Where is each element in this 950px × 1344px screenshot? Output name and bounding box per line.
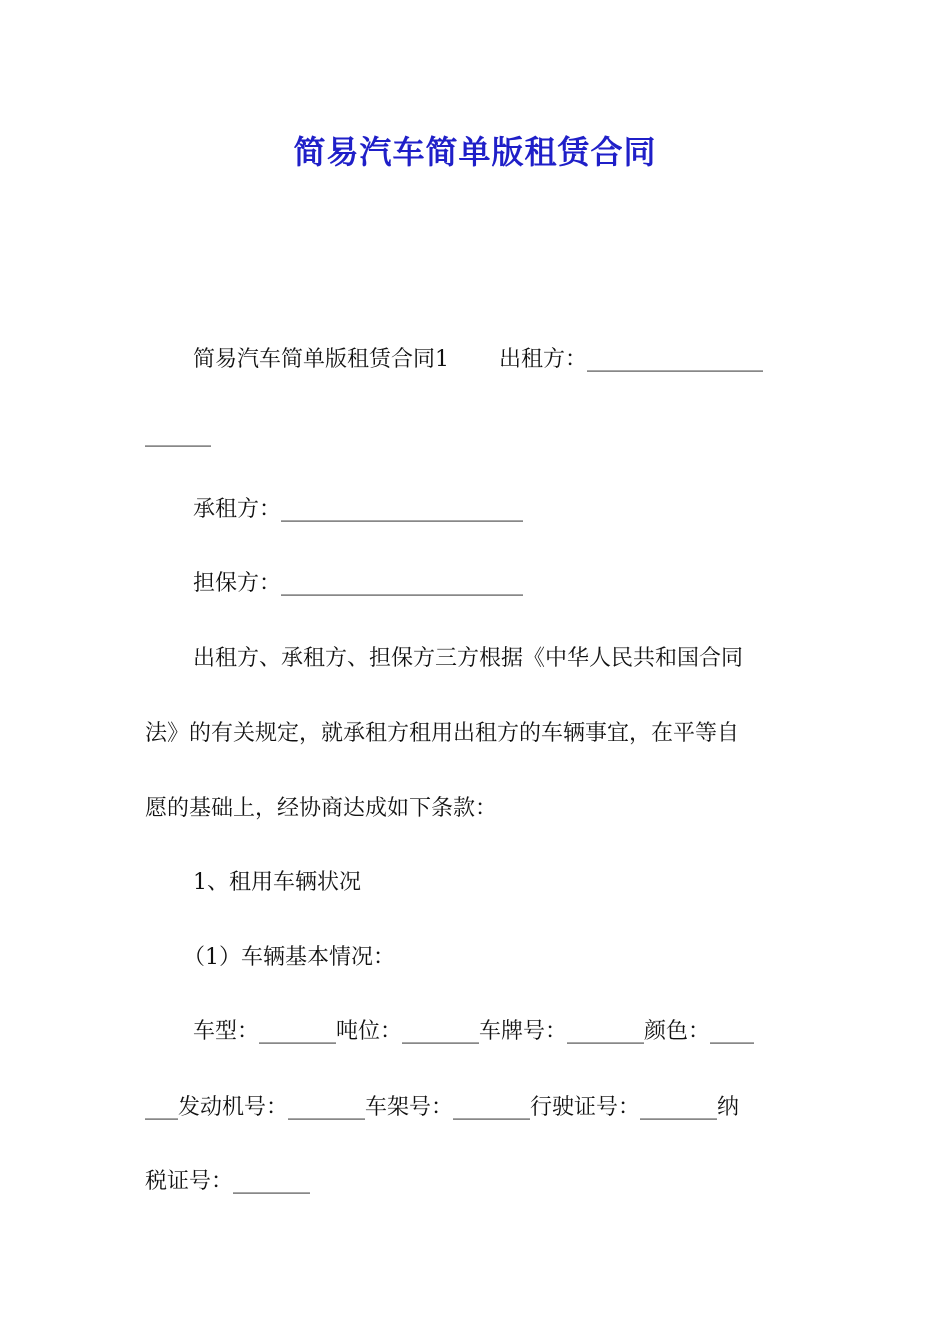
intro-line	[193, 345, 763, 375]
vehicle-fields-line: ___发动机号：_______车架号：_______行驶证号：_______纳	[145, 1095, 740, 1120]
subsection-heading: （1）车辆基本情况：	[183, 945, 395, 970]
lessor-blank-continuation: ______	[145, 422, 211, 447]
paragraph-line: 出租方、承租方、担保方三方根据《中华人民共和国合同	[193, 646, 744, 671]
document-title: 简易汽车简单版租赁合同	[293, 133, 657, 171]
lessee-line: 承租方：______________________	[193, 497, 524, 522]
contract-heading-ref: 简易汽车简单版租赁合同1	[193, 347, 449, 372]
paragraph-line: 愿的基础上，经协商达成如下条款：	[145, 796, 498, 821]
vehicle-fields-line: 车型：_______吨位：_______车牌号：_______颜色：____	[193, 1019, 755, 1044]
paragraph-line: 法》的有关规定，就承租方租用出租方的车辆事宜，在平等自	[145, 721, 740, 746]
vehicle-fields-line: 税证号：_______	[145, 1169, 311, 1194]
guarantor-line: 担保方：______________________	[193, 571, 524, 596]
section-heading: 1、租用车辆状况	[193, 870, 361, 895]
lessor-label: 出租方：________________	[499, 347, 764, 372]
